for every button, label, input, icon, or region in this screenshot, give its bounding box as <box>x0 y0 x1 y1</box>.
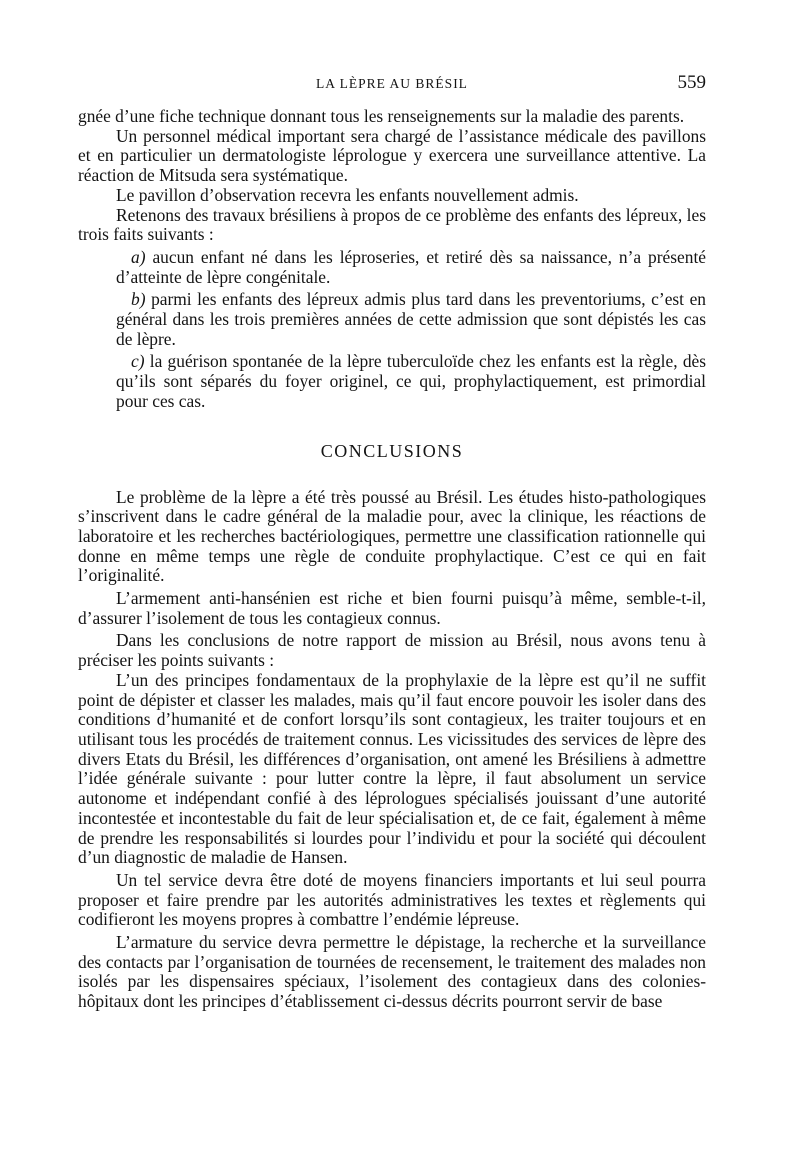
list-marker: a) <box>131 246 146 267</box>
list-item-a <box>78 248 706 287</box>
paragraph-observation-pavilion: Le pavillon d’observation recevra les enfants nouvellement admis. <box>116 184 579 205</box>
running-title: LA LÈPRE AU BRÉSIL <box>316 76 468 91</box>
conclusions-paragraph-3: Dans les conclusions de notre rapport de mission au Brésil, nous avons tenu à préciser les points suivants : <box>78 630 706 671</box>
conclusions-paragraph-4: L’un des principes fondamentaux de la prophylaxie de la lèpre est qu’il ne suffit point de dépister et classer les malades, mais qu’il faut encore pouvoir les isoler dans des conditions d’humanité et de confort lorsqu’ils sont contagieux, les traiter toujours et en utilisant tous les procédés de traitement connus. Les vicissitudes des services de lèpre des divers Etats du Brésil, les différences d’organisation, ont amené les Brésiliens à admettre l’idée générale suivante : pour lutter contre la lèpre, il faut absolument un service autonome et indépendant confié à des léprologues spécialisés jouissant d’une autorité incontestée et incontestable du fait de leur spécialisation et, de ce fait, également à même de prendre les responsabilités si lourdes pour l’individu et pour la société qui découlent d’un diagnostic de maladie de Hansen. <box>78 669 706 868</box>
list-item-b <box>78 290 706 349</box>
conclusions-paragraph-6: L’armature du service devra permettre le dépistage, la recherche et la surveillance des contacts par l’organisation de tournées de recensement, le traitement des malades non isolés par les dispensaires spéciaux, l’isolement des contagieux dans des colonies-hôpitaux dont les principes d’établissement ci-dessus décrits pourront servir de base <box>78 932 706 1012</box>
list-item-c <box>78 352 706 411</box>
section-heading-conclusions: CONCLUSIONS <box>320 440 464 461</box>
page-number: 559 <box>677 72 706 93</box>
paragraph-three-facts-intro: Retenons des travaux brésiliens à propos de ce problème des enfants des lépreux, les trois faits suivants : <box>78 204 706 245</box>
conclusions-paragraph-2: L’armement anti-hansénien est riche et bien fourni puisqu’à même, semble-t-il, d’assurer l’isolement de tous les contagieux connus. <box>78 588 706 628</box>
paragraph-continued: gnée d’une fiche technique donnant tous les renseignements sur la maladie des parents. <box>78 106 685 126</box>
paragraph-medical-staff: Un personnel médical important sera chargé de l’assistance médicale des pavillons et en particulier un dermatologiste léprologue y exercera une surveillance attentive. La réaction de Mitsuda sera systématique. <box>78 125 706 186</box>
conclusions-paragraph-5: Un tel service devra être doté de moyens financiers importants et lui seul pourra proposer et faire prendre par les autorités administratives les textes et règlements qui codifieront les moyens propres à combattre l’endémie lépreuse. <box>78 869 706 930</box>
conclusions-paragraph-1: Le problème de la lèpre a été très poussé au Brésil. Les études histo-pathologiques s’inscrivent dans le cadre général de la maladie pour, avec la clinique, les réactions de laboratoire et les recherches bactériologiques, permettre une classification rationnelle qui donne en même temps une règle de conduite prophylactique. C’est ce qui en fait l’originalité. <box>78 486 706 586</box>
list-marker: b) <box>131 289 146 310</box>
running-header <box>78 72 706 102</box>
book-page <box>78 72 706 1012</box>
list-item-text: aucun enfant né dans les léproseries, et retiré dès sa naissance, n’a présenté d’atteinte de lèpre congénitale. <box>116 246 706 287</box>
list-item-text: parmi les enfants des lépreux admis plus tard dans les preventoriums, c’est en général dans les trois premières années de cette admission que sont dépistés les cas de lèpre. <box>116 289 706 349</box>
list-item-text: la guérison spontanée de la lèpre tuberculoïde chez les enfants est la règle, dès qu’ils sont séparés du foyer originel, ce qui, prophylactiquement, est primordial pour ces cas. <box>116 351 706 411</box>
list-marker: c) <box>131 351 145 372</box>
